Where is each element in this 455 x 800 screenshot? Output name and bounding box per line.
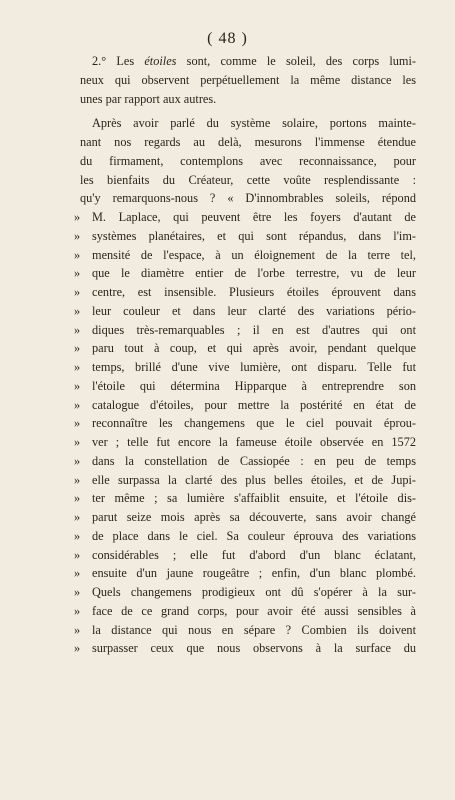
quoted-text: mensité de l'espace, à un éloignement de la terre tel, [92, 247, 416, 262]
text-line [80, 52, 416, 71]
quoted-text-line [74, 602, 416, 621]
quoted-text-line [74, 283, 416, 302]
quoted-text-line [74, 564, 416, 583]
guillemet: » [74, 228, 81, 243]
quoted-text: M. Laplace, qui peuvent être les foyers d'autant de [92, 210, 416, 224]
text-line: nant nos regards au delà, mesurons l'immense étendue [80, 135, 416, 149]
quoted-text: leur couleur et dans leur clarté des variations pério- [92, 303, 416, 318]
guillemet: » [74, 435, 81, 449]
paragraph-2 [74, 114, 416, 658]
text-line: Après avoir parlé du système solaire, portons mainte- [92, 116, 416, 131]
guillemet: » [74, 341, 81, 356]
guillemet: » [74, 285, 81, 299]
guillemet: » [74, 491, 81, 506]
line-rest: sont, comme le soleil, des corps lumi- [176, 54, 417, 68]
quoted-text-line [74, 264, 416, 283]
quoted-text-line [74, 321, 416, 340]
text-line: unes par rapport aux autres. [80, 91, 217, 106]
quoted-text: la distance qui nous en sépare ? Combien ils doivent [92, 622, 416, 637]
guillemet: » [74, 547, 81, 562]
quoted-text-line [74, 414, 416, 433]
text-line: qu'y remarquons-nous ? « D'innombrables soleils, répond [80, 191, 416, 206]
guillemet: » [74, 641, 81, 656]
body-text [74, 52, 417, 658]
line-lead: 2.° Les [92, 54, 145, 68]
quoted-text: diques très-remarquables ; il en est d'autres qui ont [92, 322, 416, 337]
guillemet: » [74, 322, 81, 337]
text-line: neux qui observent perpétuellement la même distance les [80, 72, 416, 87]
guillemet: » [74, 622, 81, 637]
quoted-text: systèmes planétaires, et qui sont répandus, dans l'im- [92, 228, 416, 243]
quoted-text-line [74, 246, 416, 265]
quoted-text: surpasser ceux que nous observons à la surface du [92, 641, 416, 656]
guillemet: » [74, 472, 81, 487]
italic-term: étoiles [144, 54, 177, 68]
guillemet: » [74, 603, 81, 618]
quoted-text: elle surpassa la clarté des plus belles étoiles, et de Jupi- [92, 472, 416, 487]
quoted-text-line [74, 583, 416, 602]
quoted-text: catalogue d'étoiles, pour mettre la postérité en état de [92, 397, 416, 412]
quoted-text: face de ce grand corps, pour avoir été aussi sensibles à [92, 603, 416, 618]
guillemet: » [74, 378, 81, 393]
quoted-text-line [74, 377, 416, 396]
quoted-text: que le diamètre entier de l'orbe terrestre, vu de leur [92, 266, 416, 281]
quoted-text-line [74, 302, 416, 321]
guillemet: » [74, 397, 81, 412]
quoted-text-line [74, 546, 416, 565]
quoted-text-line [74, 508, 416, 527]
quoted-text-line [74, 471, 416, 490]
quoted-text-line [74, 208, 416, 227]
quoted-text-line [74, 621, 416, 640]
page-number: ( 48 ) [207, 30, 248, 47]
quoted-text: reconnaître les changemens que le ciel pouvait éprou- [92, 416, 416, 431]
guillemet: » [74, 266, 81, 281]
quoted-text: Quels changemens prodigieux ont dû s'opérer à la sur- [92, 585, 416, 599]
quoted-text-line [74, 358, 416, 377]
quoted-text-line [74, 452, 416, 471]
quoted-text: ensuite d'un jaune rougeâtre ; enfin, d'un blanc plombé. [92, 566, 416, 581]
quoted-text-line [74, 227, 416, 246]
quoted-text: l'étoile qui détermina Hipparque à entreprendre son [92, 378, 416, 393]
guillemet: » [74, 585, 81, 599]
paragraph-1 [80, 52, 416, 108]
quoted-text: ver ; telle fut encore la fameuse étoile observée en 1572 [92, 435, 416, 449]
quoted-text-line [74, 527, 416, 546]
guillemet: » [74, 453, 81, 468]
guillemet: » [74, 416, 81, 431]
quoted-text-line [74, 433, 416, 452]
quoted-text-line [74, 639, 416, 658]
quoted-text-line [74, 396, 416, 415]
guillemet: » [74, 210, 81, 224]
text-line: les bienfaits du Créateur, cette voûte resplendissante : [80, 172, 416, 187]
quoted-text-line [74, 489, 416, 508]
quoted-text: ter même ; sa lumière s'affaiblit ensuite, et l'étoile dis- [92, 491, 416, 506]
quoted-text: parut seize mois après sa découverte, sans avoir changé [92, 510, 416, 524]
text-line: du firmament, contemplons avec reconnaissance, pour [80, 153, 416, 168]
quoted-text: de place dans le ciel. Sa couleur éprouva des variations [92, 528, 416, 543]
guillemet: » [74, 528, 81, 543]
quoted-text-line [74, 339, 416, 358]
quoted-text: dans la constellation de Cassiopée : en peu de temps [92, 453, 416, 468]
quoted-text: paru tout à coup, et qui après avoir, pendant quelque [92, 341, 416, 356]
quoted-text: temps, brillé d'une vive lumière, ont disparu. Telle fut [92, 360, 416, 374]
guillemet: » [74, 360, 81, 374]
quoted-text: centre, est insensible. Plusieurs étoiles éprouvent dans [92, 285, 416, 299]
guillemet: » [74, 303, 81, 318]
guillemet: » [74, 566, 81, 581]
guillemet: » [74, 247, 81, 262]
quoted-text: considérables ; elle fut d'abord d'un blanc éclatant, [92, 547, 416, 562]
guillemet: » [74, 510, 81, 524]
